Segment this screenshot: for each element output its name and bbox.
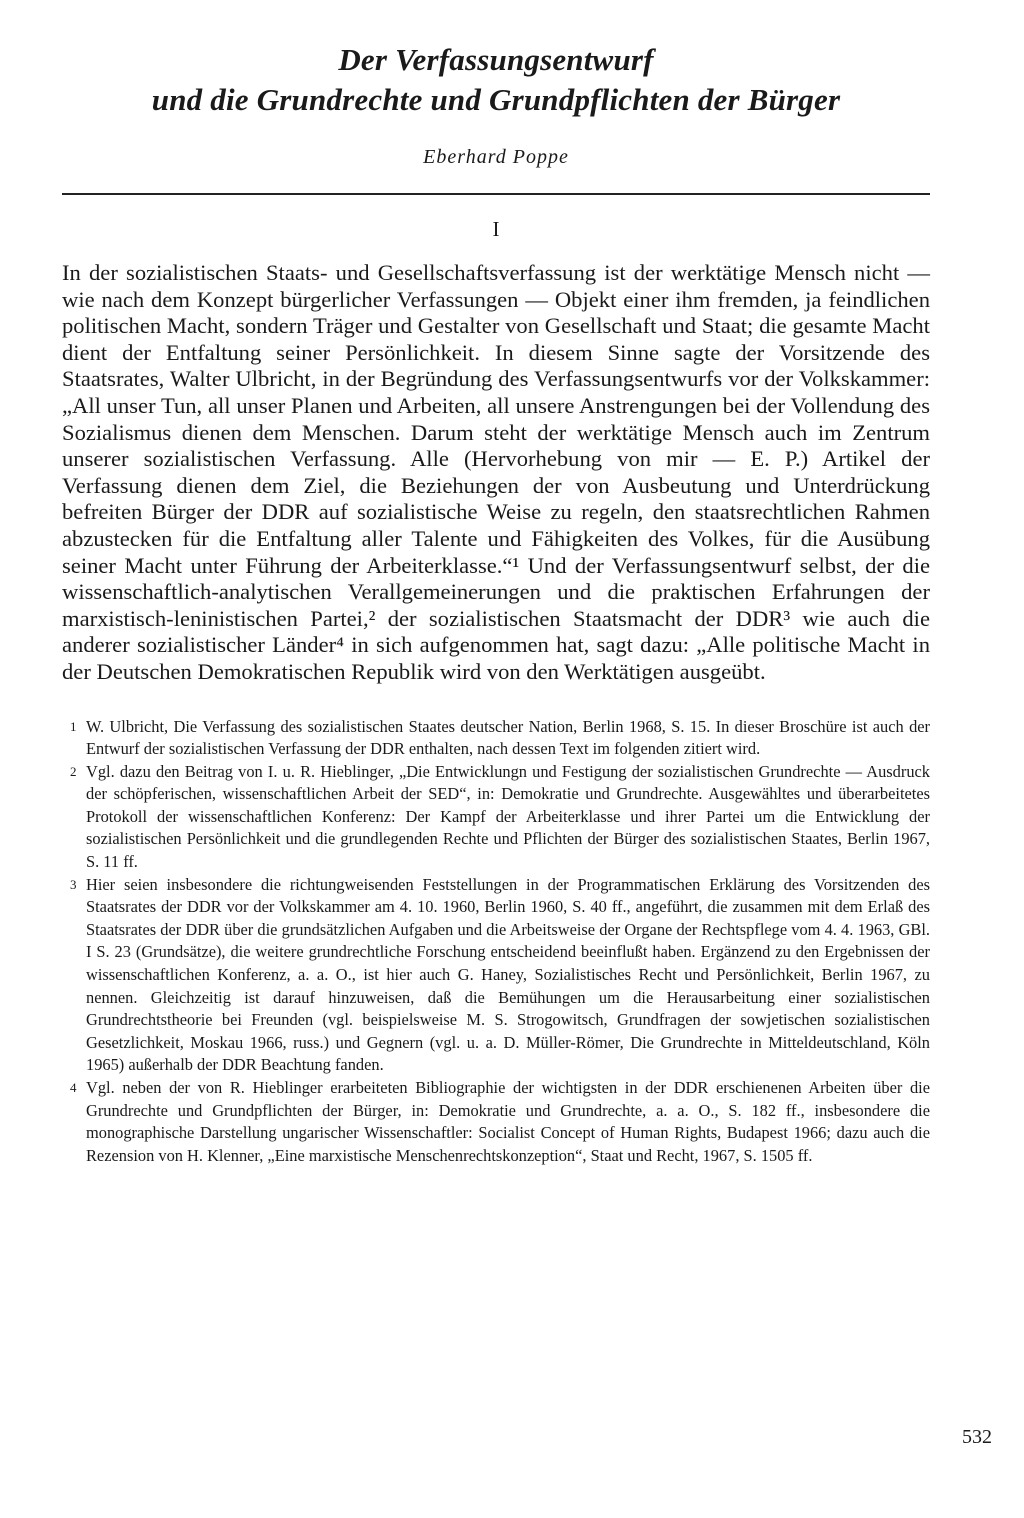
author-name: Eberhard Poppe xyxy=(423,146,569,168)
title-line-1: Der Verfassungsentwurf xyxy=(338,42,654,77)
page-number: 532 xyxy=(962,1426,992,1448)
section-number: I xyxy=(492,217,500,241)
title-line-2: und die Grundrechte und Grundpflichten der Bürger xyxy=(151,82,841,117)
footnote-text: Vgl. neben der von R. Hieblinger erarbeiteten Bibliographie der wichtigsten in der DDR erschienenen Arbeiten über die Grundrechte und Grundpflichten der Bürger, in: Demokratie und Grundrechte, a. a. O., S. 182 ff., insbesondere die monographische Darstellung ungarischer Wissenschaftler: Socialist Concept of Human Rights, Budapest 1966; dazu auch die Rezension von H. Klenner, „Eine marxistische Menschenrechtskonzeption“, Staat und Recht, 1967, S. 1505 ff. xyxy=(86,1078,930,1165)
page xyxy=(62,40,930,1167)
footnote-3 xyxy=(62,874,930,1077)
footnote-number: 4 xyxy=(70,1080,77,1095)
footnote-2 xyxy=(62,761,930,874)
footnote-number: 3 xyxy=(70,876,77,892)
footnote-text: Vgl. dazu den Beitrag von I. u. R. Hieblinger, „Die Entwicklungn und Festigung der sozialistischen Grundrechte — Ausdruck der schöpferischen, wissenschaftlichen Arbeit der SED“, in: Demokratie und Grundrechte. Ausgewähltes und überarbeitetes Protokoll der wissenschaftlichen Konferenz: Der Kampf der Arbeiterklasse und ihrer Partei um die Entwicklung der sozialistischen Persönlichkeit und die grundlegenden Rechte und Pflichten der Bürger des sozialistischen Staates, Berlin 1967, S. 11 ff. xyxy=(86,761,930,872)
footnote-text: Hier seien insbesondere die richtungweisenden Feststellungen in der Programmatischen Erklärung des Vorsitzenden des Staatsrates der DDR vor der Volkskammer am 4. 10. 1960, Berlin 1960, S. 40 ff., angeführt, die zusammen mit dem Erlaß des Staatsrates der DDR über die grundsätzlichen Aufgaben und die Arbeitsweise der Organe der Rechtspflege vom 4. 4. 1963, GBl. I S. 23 (Grundsätze), die weitere grundrechtliche Forschung entscheidend beeinflußt haben. Ergänzend zu den Ergebnissen der wissenschaftlichen Konferenz, a. a. O., ist hier auch G. Haney, Sozialistisches Recht und Persönlichkeit, Berlin 1967, zu nennen. Gleichzeitig ist darauf hinzuweisen, daß die Bemühungen um die Herausarbeitung einer sozialistischen Grundrechtstheorie bei Freunden (vgl. beispielsweise M. S. Strogowitsch, Grundfragen der sowjetischen sozialistischen Gesetzlichkeit, Moskau 1966, russ.) und Gegnern (vgl. u. a. D. Müller-Römer, Die Grundrechte in Mitteldeutschland, Köln 1965) außerhalb der DDR Beachtung fanden. xyxy=(86,874,930,1075)
footnote-number: 1 xyxy=(70,718,77,734)
footnote-1 xyxy=(62,716,930,761)
footnote-4 xyxy=(62,1077,930,1167)
footnotes xyxy=(62,716,930,1168)
footnote-number: 2 xyxy=(70,763,77,779)
article-title xyxy=(62,40,930,120)
body-paragraph: In der sozialistischen Staats- und Gesellschaftsverfassung ist der werktätige Mensch nicht — wie nach dem Konzept bürgerlicher Verfassungen — Objekt einer ihm fremden, ja feindlichen politischen Macht, sondern Träger und Gestalter von Gesellschaft und Staat; die gesamte Macht dient der Entfaltung seiner Persönlichkeit. In diesem Sinne sagte der Vorsitzende des Staatsrates, Walter Ulbricht, in der Begründung des Verfassungsentwurfs vor der Volkskammer: „All unser Tun, all unser Planen und Arbeiten, all unsere Anstrengungen bei der Vollendung des Sozialismus dienen dem Menschen. Darum steht der werktätige Mensch auch im Zentrum unserer sozialistischen Verfassung. Alle (Hervorhebung von mir — E. P.) Artikel der Verfassung dienen dem Ziel, die Beziehungen der von Ausbeutung und Unterdrückung befreiten Bürger der DDR auf sozialistische Weise zu regeln, den staatsrechtlichen Rahmen abzustecken für die Entfaltung aller Talente und Fähigkeiten des Volkes, für die Ausübung seiner Macht unter Führung der Arbeiterklasse.“¹ Und der Verfassungsentwurf selbst, der die wissenschaftlich-analytischen Verallgemeinerungen und die praktischen Erfahrungen der marxistisch-leninistischen Partei,² der sozialistischen Staatsmacht der DDR³ wie auch die anderer sozialistischer Länder⁴ in sich aufgenommen hat, sagt dazu: „Alle politische Macht in der Deutschen Demokratischen Republik wird von den Werktätigen ausgeübt. xyxy=(62,260,930,684)
title-divider xyxy=(62,193,930,195)
footnote-text: W. Ulbricht, Die Verfassung des sozialistischen Staates deutscher Nation, Berlin 1968, S. 15. In dieser Broschüre ist auch der Entwurf der sozialistischen Verfassung der DDR enthalten, nach dessen Text im folgenden zitiert wird. xyxy=(86,716,930,759)
